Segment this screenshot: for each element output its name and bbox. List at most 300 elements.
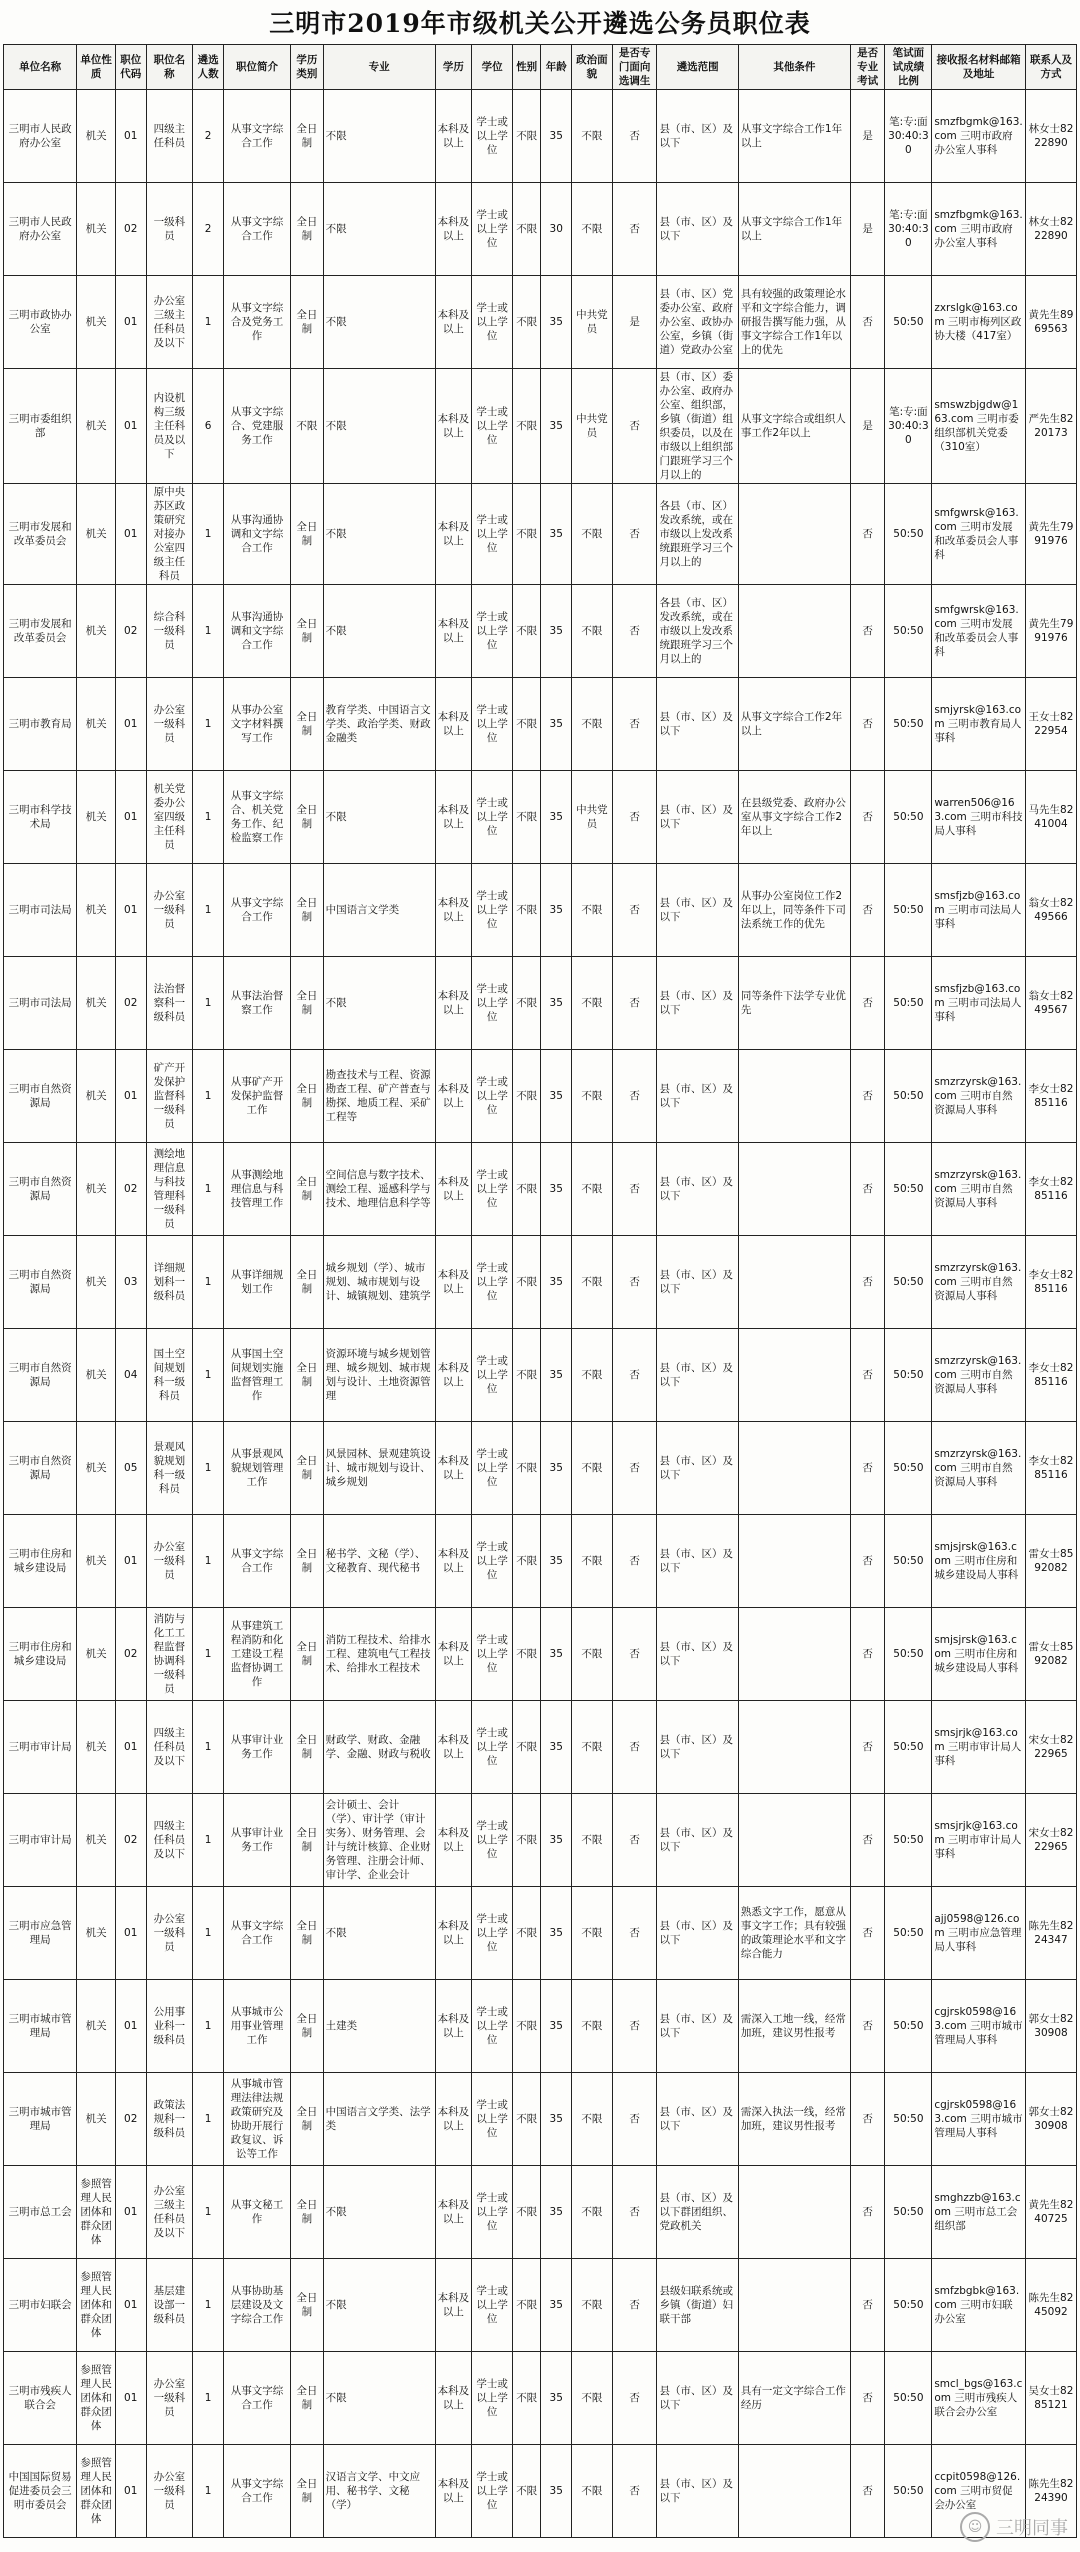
table-cell: 02 <box>115 1794 146 1887</box>
table-cell: 机关 <box>77 1143 116 1236</box>
table-cell: 参照管理人民团体和群众团体 <box>77 2259 116 2352</box>
table-cell: 从事城市管理法律法规政策研究及协助开展行政复议、诉讼等工作 <box>223 2073 290 2166</box>
table-cell: smfgwrsk@163.com 三明市发展和改革委员会人事科 <box>932 585 1026 678</box>
table-cell: 全日制 <box>291 1701 324 1794</box>
table-cell: 不限 <box>512 2352 541 2445</box>
table-cell: 1 <box>193 771 224 864</box>
table-cell: 中国语言文学类 <box>323 864 435 957</box>
table-cell: 测绘地理信息与科技管理科一级科员 <box>146 1143 193 1236</box>
table-cell: 县（市、区）及以下 <box>657 1794 738 1887</box>
table-cell: 不限 <box>571 484 612 585</box>
table-cell: 机关 <box>77 957 116 1050</box>
table-cell: 学士或以上学位 <box>472 1887 513 1980</box>
table-cell: 从事办公室文字材料撰写工作 <box>223 678 290 771</box>
table-cell: 50:50 <box>885 484 932 585</box>
table-cell: 本科及以上 <box>435 678 472 771</box>
table-cell <box>738 1422 850 1515</box>
table-cell: 办公室一级科员 <box>146 678 193 771</box>
table-cell: 1 <box>193 1143 224 1236</box>
table-cell: 50:50 <box>885 276 932 369</box>
table-cell: 不限 <box>571 1794 612 1887</box>
table-cell: 否 <box>850 585 885 678</box>
table-cell: 学士或以上学位 <box>472 484 513 585</box>
table-row <box>4 678 1077 771</box>
table-cell: 四级主任科员及以下 <box>146 1701 193 1794</box>
table-cell: 1 <box>193 678 224 771</box>
table-cell: 不限 <box>323 771 435 864</box>
table-cell: 从事国土空间规划实施监督管理工作 <box>223 1329 290 1422</box>
table-cell: 不限 <box>512 2073 541 2166</box>
table-cell: 否 <box>612 957 657 1050</box>
table-cell: 办公室一级科员 <box>146 864 193 957</box>
table-cell: 学士或以上学位 <box>472 1608 513 1701</box>
table-cell: 从事矿产开发保护监督工作 <box>223 1050 290 1143</box>
table-cell: 50:50 <box>885 1329 932 1422</box>
table-cell: 教育学类、中国语言文学类、政治学类、财政金融类 <box>323 678 435 771</box>
column-header: 年龄 <box>541 45 572 90</box>
table-cell: 04 <box>115 1329 146 1422</box>
table-cell: 否 <box>850 957 885 1050</box>
table-cell <box>738 1515 850 1608</box>
table-cell: 笔:专:面30:40:30 <box>885 90 932 183</box>
table-cell: 四级主任科员 <box>146 90 193 183</box>
table-cell: 否 <box>612 2445 657 2538</box>
table-cell: 李女士8285116 <box>1025 1143 1076 1236</box>
table-cell: 综合科一级科员 <box>146 585 193 678</box>
table-cell: 本科及以上 <box>435 1701 472 1794</box>
table-cell: 本科及以上 <box>435 2259 472 2352</box>
table-cell: 不限 <box>323 183 435 276</box>
table-cell: ajj0598@126.com 三明市应急管理局人事科 <box>932 1887 1026 1980</box>
table-cell: 不限 <box>512 1236 541 1329</box>
table-cell: 从事协助基层建设及文字综合工作 <box>223 2259 290 2352</box>
table-cell: 财政学、财政、金融学、金融、财政与税收 <box>323 1701 435 1794</box>
table-cell: 全日制 <box>291 1236 324 1329</box>
table-cell: 50:50 <box>885 678 932 771</box>
table-cell: 学士或以上学位 <box>472 2445 513 2538</box>
column-header: 是否专门面向选调生 <box>612 45 657 90</box>
table-cell: 县（市、区）及以下 <box>657 1515 738 1608</box>
table-cell: 02 <box>115 585 146 678</box>
table-cell: 不限 <box>571 183 612 276</box>
column-header: 遴选范围 <box>657 45 738 90</box>
table-cell <box>738 1329 850 1422</box>
page-title: 三明市2019年市级机关公开遴选公务员职位表 <box>269 9 811 38</box>
table-cell: 否 <box>850 864 885 957</box>
table-row <box>4 585 1077 678</box>
table-cell: 50:50 <box>885 957 932 1050</box>
table-cell: 1 <box>193 1701 224 1794</box>
table-cell: 勘查技术与工程、资源勘查工程、矿产普查与勘探、地质工程、采矿工程等 <box>323 1050 435 1143</box>
table-cell: smzrzyrsk@163.com 三明市自然资源局人事科 <box>932 1236 1026 1329</box>
table-cell: 三明市司法局 <box>4 864 77 957</box>
table-cell: 是 <box>612 276 657 369</box>
table-cell: 消防与化工工程监督协调科一级科员 <box>146 1608 193 1701</box>
table-cell: 不限 <box>571 1050 612 1143</box>
table-cell: 不限 <box>571 678 612 771</box>
table-cell: 不限 <box>512 276 541 369</box>
table-cell: 宋女士8222965 <box>1025 1794 1076 1887</box>
table-cell: 本科及以上 <box>435 2166 472 2259</box>
column-header: 接收报名材料邮箱及地址 <box>932 45 1026 90</box>
table-cell: 三明市审计局 <box>4 1701 77 1794</box>
table-cell: 从事景观风貌规划管理工作 <box>223 1422 290 1515</box>
table-cell: 不限 <box>512 369 541 484</box>
table-cell: 否 <box>612 1236 657 1329</box>
table-cell: 否 <box>612 1143 657 1236</box>
table-cell: 同等条件下法学专业优先 <box>738 957 850 1050</box>
table-cell: smsfjzb@163.com 三明市司法局人事科 <box>932 957 1026 1050</box>
table-cell: 否 <box>850 2445 885 2538</box>
table-cell: 不限 <box>571 2259 612 2352</box>
table-cell: 土建类 <box>323 1980 435 2073</box>
table-cell: 空间信息与数字技术、测绘工程、遥感科学与技术、地理信息科学等 <box>323 1143 435 1236</box>
table-cell: 机关 <box>77 1701 116 1794</box>
table-cell: 秘书学、文秘（学）、文秘教育、现代秘书 <box>323 1515 435 1608</box>
table-cell <box>738 1701 850 1794</box>
table-cell: 汉语言文学、中文应用、秘书学、文秘（学） <box>323 2445 435 2538</box>
table-cell: 学士或以上学位 <box>472 1794 513 1887</box>
column-header: 职位代码 <box>115 45 146 90</box>
table-cell: 县（市、区）及以下 <box>657 1608 738 1701</box>
table-cell: 学士或以上学位 <box>472 1701 513 1794</box>
table-cell: 1 <box>193 276 224 369</box>
table-cell <box>738 1143 850 1236</box>
table-cell: 不限 <box>512 585 541 678</box>
table-cell: 一级科员 <box>146 183 193 276</box>
table-cell: 中共党员 <box>571 276 612 369</box>
table-cell: 县（市、区）及以下 <box>657 1236 738 1329</box>
table-cell: 否 <box>850 771 885 864</box>
table-cell: 50:50 <box>885 2166 932 2259</box>
table-cell: 三明市残疾人联合会 <box>4 2352 77 2445</box>
table-cell: 01 <box>115 1980 146 2073</box>
table-cell: 学士或以上学位 <box>472 2166 513 2259</box>
table-row <box>4 276 1077 369</box>
table-cell: 具有一定文字综合工作经历 <box>738 2352 850 2445</box>
table-cell: 否 <box>612 484 657 585</box>
column-header: 职位简介 <box>223 45 290 90</box>
table-cell: 林女士8222890 <box>1025 90 1076 183</box>
table-cell: 从事文字综合或组织人事工作2年以上 <box>738 369 850 484</box>
table-cell: 四级主任科员及以下 <box>146 1794 193 1887</box>
table-cell: 不限 <box>512 1515 541 1608</box>
table-cell: 本科及以上 <box>435 1236 472 1329</box>
table-cell: 50:50 <box>885 1887 932 1980</box>
table-cell: 不限 <box>323 369 435 484</box>
table-cell: 35 <box>541 2352 572 2445</box>
table-cell: 李女士8285116 <box>1025 1329 1076 1422</box>
table-cell: 否 <box>850 678 885 771</box>
table-row <box>4 1887 1077 1980</box>
table-cell: 陈先生8224347 <box>1025 1887 1076 1980</box>
table-cell: 不限 <box>512 1794 541 1887</box>
table-cell: 1 <box>193 1236 224 1329</box>
table-cell: 35 <box>541 276 572 369</box>
table-cell <box>738 585 850 678</box>
table-cell: 本科及以上 <box>435 1143 472 1236</box>
column-header: 性别 <box>512 45 541 90</box>
table-cell: 李女士8285116 <box>1025 1422 1076 1515</box>
table-cell: 从事沟通协调和文字综合工作 <box>223 484 290 585</box>
table-cell: 从事文字综合工作 <box>223 183 290 276</box>
table-cell: 01 <box>115 1701 146 1794</box>
table-cell: 50:50 <box>885 1608 932 1701</box>
table-cell: 否 <box>612 2352 657 2445</box>
table-cell: 县（市、区）及以下 <box>657 1887 738 1980</box>
table-cell: 办公室三级主任科员及以下 <box>146 2166 193 2259</box>
table-cell: 机关 <box>77 1515 116 1608</box>
table-cell <box>738 2259 850 2352</box>
table-cell: 三明市科学技术局 <box>4 771 77 864</box>
table-cell: 从事文字综合及党务工作 <box>223 276 290 369</box>
table-cell: 不限 <box>512 2445 541 2538</box>
table-cell: 否 <box>612 771 657 864</box>
table-cell: 02 <box>115 2073 146 2166</box>
table-cell: 从事审计业务工作 <box>223 1701 290 1794</box>
table-cell: 35 <box>541 1794 572 1887</box>
table-cell <box>738 2166 850 2259</box>
table-cell: 02 <box>115 183 146 276</box>
table-cell: 不限 <box>512 1608 541 1701</box>
table-cell: 全日制 <box>291 2259 324 2352</box>
table-cell: 全日制 <box>291 864 324 957</box>
table-cell: 三明市人民政府办公室 <box>4 183 77 276</box>
table-cell: 县（市、区）及以下 <box>657 1329 738 1422</box>
table-cell: 机关 <box>77 771 116 864</box>
table-cell: smsfjzb@163.com 三明市司法局人事科 <box>932 864 1026 957</box>
table-cell: 否 <box>850 276 885 369</box>
table-cell: 雷女士8592082 <box>1025 1608 1076 1701</box>
table-cell: 学士或以上学位 <box>472 864 513 957</box>
table-cell: 1 <box>193 2166 224 2259</box>
table-cell: 不限 <box>512 1980 541 2073</box>
table-cell: 否 <box>612 1515 657 1608</box>
wechat-icon: ☺ <box>960 2512 990 2542</box>
table-cell: 机关 <box>77 90 116 183</box>
table-cell: 学士或以上学位 <box>472 2352 513 2445</box>
column-header: 专业 <box>323 45 435 90</box>
table-cell <box>738 484 850 585</box>
table-cell: 县（市、区）及以下 <box>657 771 738 864</box>
table-cell: 原中央苏区政策研究对接办公室四级主任科员 <box>146 484 193 585</box>
table-cell: 否 <box>612 1887 657 1980</box>
table-cell: 中共党员 <box>571 771 612 864</box>
table-cell: 公用事业科一级科员 <box>146 1980 193 2073</box>
table-cell: 县（市、区）及以下 <box>657 1701 738 1794</box>
table-cell: 县（市、区）及以下 <box>657 1143 738 1236</box>
table-cell: smzrzyrsk@163.com 三明市自然资源局人事科 <box>932 1050 1026 1143</box>
table-cell: cgjrsk0598@163.com 三明市城市管理局人事科 <box>932 1980 1026 2073</box>
table-cell: 需深入执法一线，经常加班，建议男性报考 <box>738 2073 850 2166</box>
table-row <box>4 2166 1077 2259</box>
table-cell: 本科及以上 <box>435 276 472 369</box>
table-cell <box>738 1050 850 1143</box>
table-cell: smzrzyrsk@163.com 三明市自然资源局人事科 <box>932 1422 1026 1515</box>
table-cell: 本科及以上 <box>435 369 472 484</box>
table-cell: 学士或以上学位 <box>472 1422 513 1515</box>
table-cell: 本科及以上 <box>435 1887 472 1980</box>
table-cell: 2 <box>193 90 224 183</box>
table-cell: 不限 <box>571 1236 612 1329</box>
table-cell: 从事文字综合工作1年以上 <box>738 183 850 276</box>
table-cell: 35 <box>541 1329 572 1422</box>
table-cell: 学士或以上学位 <box>472 2259 513 2352</box>
table-cell: 全日制 <box>291 957 324 1050</box>
table-row <box>4 957 1077 1050</box>
table-cell: 2 <box>193 183 224 276</box>
table-cell: 县（市、区）及以下 <box>657 678 738 771</box>
table-cell: 否 <box>850 2352 885 2445</box>
table-cell: 黄先生8240725 <box>1025 2166 1076 2259</box>
table-cell: 三明市应急管理局 <box>4 1887 77 1980</box>
table-cell: 机关 <box>77 1236 116 1329</box>
table-cell: 是 <box>850 369 885 484</box>
column-header: 职位名称 <box>146 45 193 90</box>
table-cell: 机关 <box>77 678 116 771</box>
table-cell: 学士或以上学位 <box>472 183 513 276</box>
table-row <box>4 2259 1077 2352</box>
table-row <box>4 1701 1077 1794</box>
table-cell: 李女士8285116 <box>1025 1050 1076 1143</box>
table-cell: 否 <box>850 1701 885 1794</box>
table-cell: 否 <box>850 1887 885 1980</box>
table-cell: 三明市司法局 <box>4 957 77 1050</box>
table-row <box>4 90 1077 183</box>
table-cell: 全日制 <box>291 771 324 864</box>
table-cell: 不限 <box>512 90 541 183</box>
table-cell: 机关 <box>77 276 116 369</box>
table-cell: 陈先生8224390 <box>1025 2445 1076 2538</box>
table-cell: 否 <box>612 1422 657 1515</box>
table-cell: 不限 <box>323 1887 435 1980</box>
table-cell: 三明市自然资源局 <box>4 1422 77 1515</box>
table-cell: 否 <box>612 90 657 183</box>
table-cell: 机关 <box>77 484 116 585</box>
table-cell: 否 <box>612 183 657 276</box>
table-cell: 景观风貌规划科一级科员 <box>146 1422 193 1515</box>
table-cell: 全日制 <box>291 1515 324 1608</box>
table-cell: 学士或以上学位 <box>472 771 513 864</box>
column-header: 联系人及方式 <box>1025 45 1076 90</box>
table-cell: 县（市、区）及以下 <box>657 2445 738 2538</box>
table-cell: 办公室一级科员 <box>146 1515 193 1608</box>
table-cell: 03 <box>115 1236 146 1329</box>
column-header: 政治面貌 <box>571 45 612 90</box>
table-cell: 01 <box>115 484 146 585</box>
table-cell: 01 <box>115 2166 146 2259</box>
table-cell: 笔:专:面30:40:30 <box>885 183 932 276</box>
table-cell: 不限 <box>571 1515 612 1608</box>
column-header: 单位性质 <box>77 45 116 90</box>
table-cell: 1 <box>193 1887 224 1980</box>
table-cell: 学士或以上学位 <box>472 1236 513 1329</box>
table-cell: 县级妇联系统或乡镇（街道）妇联干部 <box>657 2259 738 2352</box>
table-cell: 翁女士8249567 <box>1025 957 1076 1050</box>
table-cell: 35 <box>541 2259 572 2352</box>
table-cell: 不限 <box>512 1329 541 1422</box>
table-row <box>4 1515 1077 1608</box>
column-header: 笔试面试成绩比例 <box>885 45 932 90</box>
watermark <box>960 2512 1068 2542</box>
table-cell: 50:50 <box>885 1980 932 2073</box>
table-cell: 1 <box>193 2259 224 2352</box>
table-cell: 各县（市、区）发改系统，或在市级以上发改系统跟班学习三个月以上的 <box>657 484 738 585</box>
table-row <box>4 1143 1077 1236</box>
table-cell: 全日制 <box>291 2445 324 2538</box>
column-header: 遴选人数 <box>193 45 224 90</box>
table-cell: 1 <box>193 1050 224 1143</box>
table-cell: smghzzb@163.com 三明市总工会组织部 <box>932 2166 1026 2259</box>
table-cell: 50:50 <box>885 1794 932 1887</box>
table-row <box>4 1980 1077 2073</box>
table-cell: 05 <box>115 1422 146 1515</box>
table-cell: smsjrjk@163.com 三明市审计局人事科 <box>932 1794 1026 1887</box>
table-cell: 全日制 <box>291 183 324 276</box>
table-cell: 县（市、区）及以下 <box>657 1980 738 2073</box>
table-cell: 否 <box>612 1701 657 1794</box>
table-cell: 1 <box>193 1608 224 1701</box>
table-cell: 不限 <box>512 2166 541 2259</box>
table-cell: 本科及以上 <box>435 2073 472 2166</box>
table-cell: 不限 <box>323 2166 435 2259</box>
table-cell: 不限 <box>571 90 612 183</box>
column-header: 单位名称 <box>4 45 77 90</box>
table-cell: 35 <box>541 1608 572 1701</box>
table-cell: 35 <box>541 1980 572 2073</box>
table-cell: 从事文字综合工作1年以上 <box>738 90 850 183</box>
table-cell: 全日制 <box>291 90 324 183</box>
table-cell: 学士或以上学位 <box>472 1980 513 2073</box>
table-cell: 全日制 <box>291 585 324 678</box>
table-cell: 城乡规划（学）、城市规划、城市规划与设计、城镇规划、建筑学 <box>323 1236 435 1329</box>
table-cell: 全日制 <box>291 1887 324 1980</box>
table-cell: 从事文字综合工作2年以上 <box>738 678 850 771</box>
table-cell: 本科及以上 <box>435 1515 472 1608</box>
table-cell: 6 <box>193 369 224 484</box>
table-cell: 机关 <box>77 1329 116 1422</box>
table-cell: 三明市城市管理局 <box>4 1980 77 2073</box>
table-cell: 35 <box>541 369 572 484</box>
table-cell: 学士或以上学位 <box>472 1515 513 1608</box>
table-cell: 风景园林、景观建筑设计、城市规划与设计、城乡规划 <box>323 1422 435 1515</box>
table-cell: 1 <box>193 1980 224 2073</box>
table-row <box>4 369 1077 484</box>
table-cell: 本科及以上 <box>435 1794 472 1887</box>
table-cell: 郭女士8230908 <box>1025 1980 1076 2073</box>
table-cell: 在县级党委、政府办公室从事文字综合工作2年以上 <box>738 771 850 864</box>
table-cell: 否 <box>850 1794 885 1887</box>
table-cell: smfgwrsk@163.com 三明市发展和改革委员会人事科 <box>932 484 1026 585</box>
table-cell: 三明市自然资源局 <box>4 1329 77 1422</box>
table-cell: 02 <box>115 1143 146 1236</box>
table-cell: 会计硕士、会计（学）、审计学（审计实务）、财务管理、会计与统计核算、企业财务管理、注册会计师、审计学、企业会计 <box>323 1794 435 1887</box>
table-cell: smfzbgbk@163.com 三明市妇联办公室 <box>932 2259 1026 2352</box>
table-cell <box>738 1794 850 1887</box>
table-cell: 严先生8220173 <box>1025 369 1076 484</box>
table-cell: 三明市委组织部 <box>4 369 77 484</box>
table-cell: 本科及以上 <box>435 90 472 183</box>
table-cell: 不限 <box>571 1887 612 1980</box>
table-cell: 三明市发展和改革委员会 <box>4 484 77 585</box>
table-row <box>4 1422 1077 1515</box>
table-row <box>4 2073 1077 2166</box>
table-cell: 不限 <box>571 1608 612 1701</box>
column-header: 其他条件 <box>738 45 850 90</box>
table-cell: 1 <box>193 2445 224 2538</box>
table-cell: 中共党员 <box>571 369 612 484</box>
table-cell: 不限 <box>512 183 541 276</box>
